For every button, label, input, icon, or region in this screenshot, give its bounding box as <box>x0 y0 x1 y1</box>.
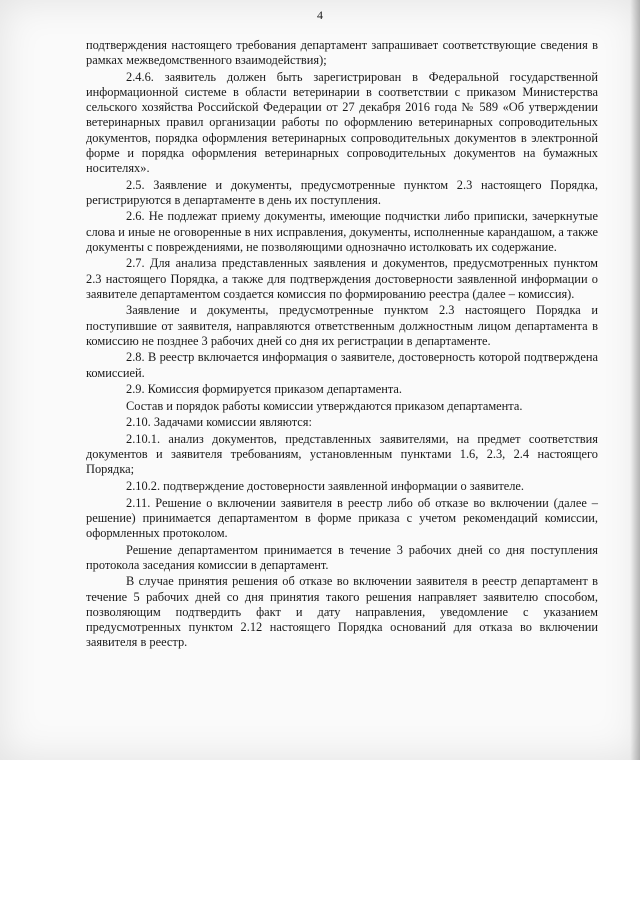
paragraph: 2.5. Заявление и документы, предусмотренные пунктом 2.3 настоящего Порядка, регистрируются в департаменте в день их поступления. <box>86 177 598 207</box>
paragraph: 2.4.6. заявитель должен быть зарегистрирован в Федеральной государственной информационной системе в области ветеринарии в соответствии с приказом Министерства сельского хозяйства Российской Федерации от 27 декабря 2016 года № 589 «Об утверждении ветеринарных правил организации работы по оформлению ветеринарных сопроводительных документов, порядка оформления ветеринарных сопроводительных документов в электронной форме и порядка оформления ветеринарных сопроводительных документов на бумажных носителях». <box>86 69 598 176</box>
paragraph: В случае принятия решения об отказе во включении заявителя в реестр департамент в течение 5 рабочих дней со дня принятия такого решения направляет заявителю способом, позволяющим подтвердить факт и дату направления, уведомление с указанием предусмотренных пунктом 2.12 настоящего Порядка оснований для отказа во включении заявителя в реестр. <box>86 574 598 650</box>
paragraph: 2.6. Не подлежат приему документы, имеющие подчистки либо приписки, зачеркнутые слова и иные не оговоренные в них исправления, документы, исполненные карандашом, а также документы с повреждениями, не позволяющими однозначно истолковать их содержание. <box>86 209 598 254</box>
paragraph: 2.11. Решение о включении заявителя в реестр либо об отказе во включении (далее – решение) принимается департаментом в форме приказа с учетом рекомендаций комиссии, оформленных протоколом. <box>86 495 598 540</box>
page-number: 4 <box>317 8 323 22</box>
paragraph: Состав и порядок работы комиссии утверждаются приказом департамента. <box>126 398 523 413</box>
paragraph: 2.10.1. анализ документов, представленных заявителями, на предмет соответствия документов и заявителя требованиям, установленным пунктами 1.6, 2.3, 2.4 настоящего Порядка; <box>86 431 598 477</box>
paragraph: 2.10.2. подтверждение достоверности заявленной информации о заявителе. <box>126 478 525 493</box>
paragraph: Заявление и документы, предусмотренные пунктом 2.3 настоящего Порядка и поступившие от заявителя, направляются ответственным должностным лицом департамента в комиссию не позднее 3 рабочих дней со дня их регистрации в департаменте. <box>86 303 598 348</box>
paragraph: 2.7. Для анализа представленных заявления и документов, предусмотренных пунктом 2.3 настоящего Порядка, а также для подтверждения достоверности заявленной информации о заявителе департаментом создается комиссия по формированию реестра (далее – комиссия). <box>86 256 598 301</box>
paragraph: 2.10. Задачами комиссии являются: <box>126 415 312 430</box>
paragraph: Решение департаментом принимается в течение 3 рабочих дней со дня поступления протокола заседания комиссии в департамент. <box>86 542 598 572</box>
paragraph: 2.9. Комиссия формируется приказом департамента. <box>126 382 402 397</box>
document-body <box>86 38 598 652</box>
paragraph: 2.8. В реестр включается информация о заявителе, достоверность которой подтверждена комиссией. <box>86 350 598 380</box>
paragraph: подтверждения настоящего требования департамент запрашивает соответствующие сведения в рамках межведомственного взаимодействия); <box>86 38 598 68</box>
